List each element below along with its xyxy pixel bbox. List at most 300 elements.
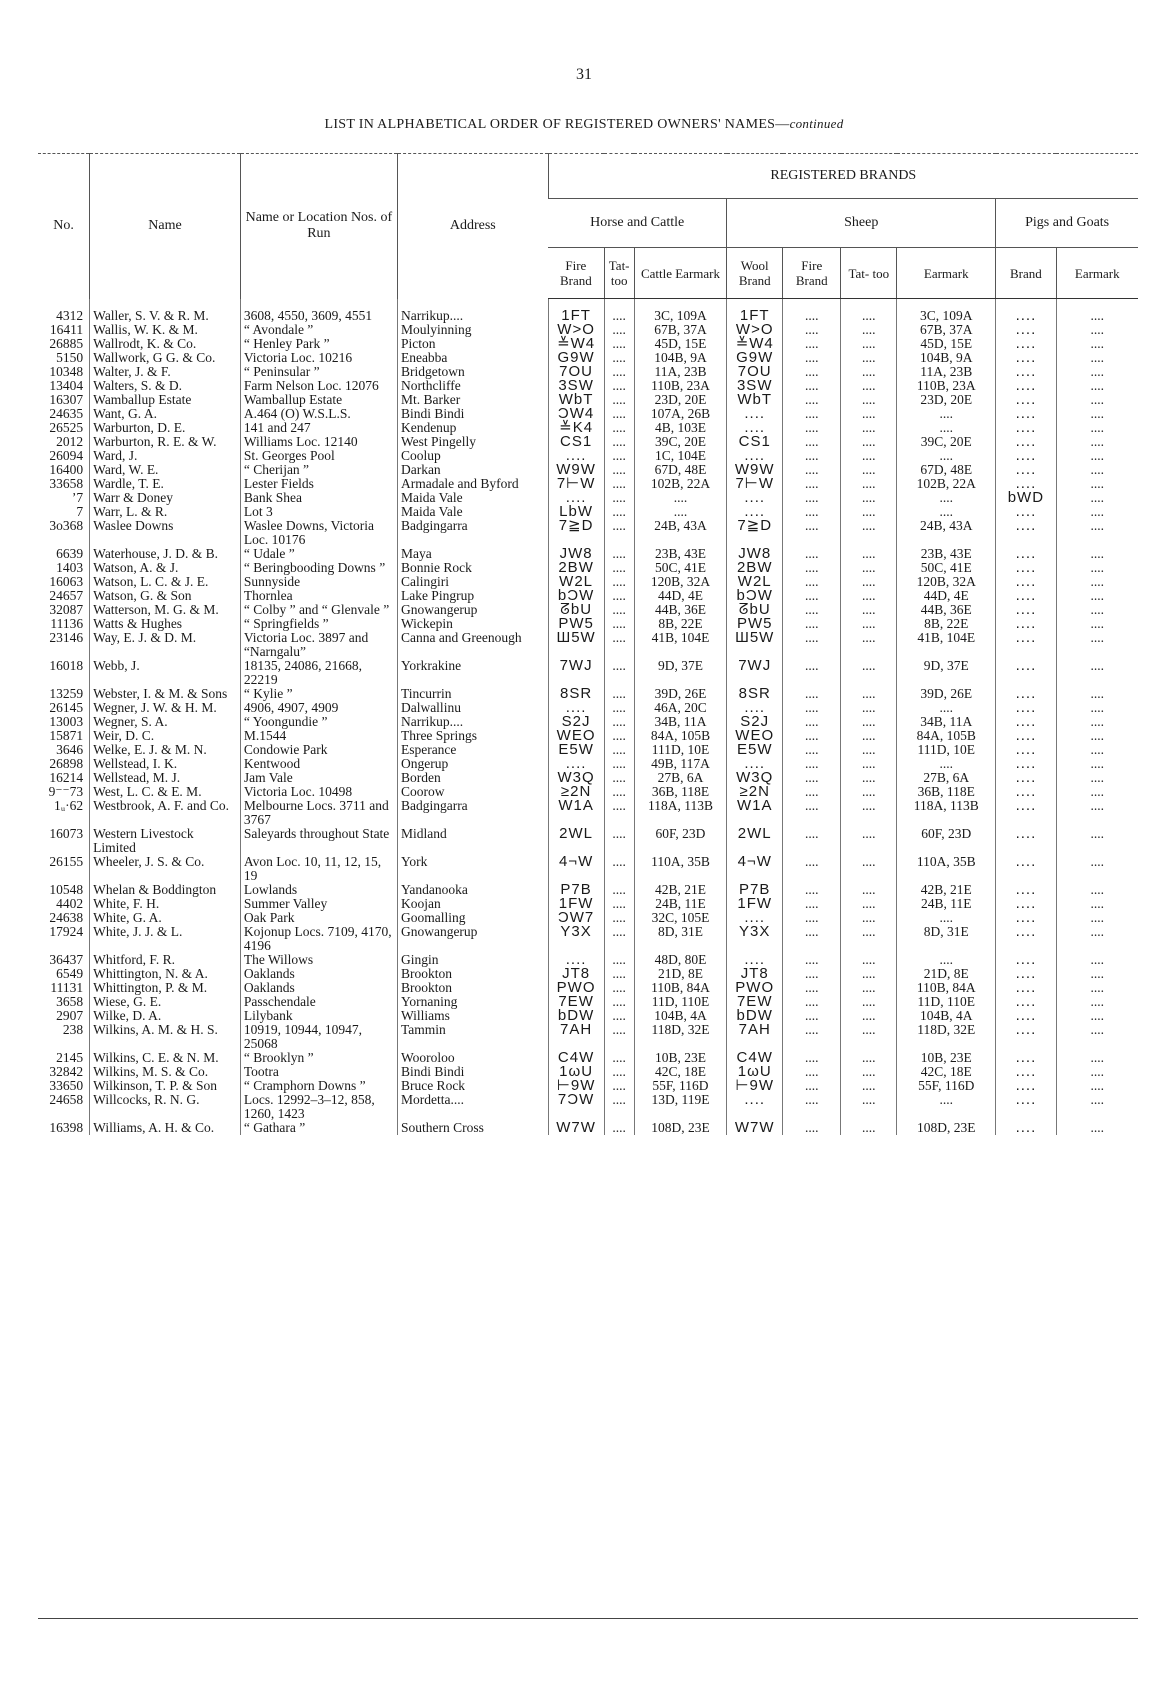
cattle-tattoo: .... bbox=[604, 1121, 634, 1135]
cattle-fire-brand: 2WL bbox=[548, 827, 604, 855]
cattle-fire-brand: 1ωU bbox=[548, 1065, 604, 1079]
cattle-earmark: .... bbox=[634, 505, 727, 519]
cattle-fire-brand: S2J bbox=[548, 715, 604, 729]
cattle-fire-brand: .... bbox=[548, 757, 604, 771]
cattle-tattoo: .... bbox=[604, 631, 634, 659]
sheep-fire-brand: .... bbox=[783, 1023, 841, 1051]
cattle-fire-brand: Y3X bbox=[548, 925, 604, 953]
wool-brand: 7EW bbox=[727, 995, 783, 1009]
wool-brand: 1FW bbox=[727, 897, 783, 911]
owner-address: Southern Cross bbox=[397, 1121, 548, 1135]
owner-name: Wegner, S. A. bbox=[90, 715, 241, 729]
sheep-fire-brand: .... bbox=[783, 299, 841, 324]
pig-brand: bWD bbox=[996, 491, 1056, 505]
run-location: “ Henley Park ” bbox=[240, 337, 397, 351]
sheep-tattoo: .... bbox=[841, 981, 897, 995]
pig-brand: .... bbox=[996, 589, 1056, 603]
owner-name: Whittington, P. & M. bbox=[90, 981, 241, 995]
pig-brand: .... bbox=[996, 659, 1056, 687]
sheep-tattoo: .... bbox=[841, 575, 897, 589]
sheep-earmark: .... bbox=[897, 491, 996, 505]
sheep-fire-brand: .... bbox=[783, 827, 841, 855]
entry-number: 16411 bbox=[49, 322, 84, 337]
cattle-earmark: 39D, 26E bbox=[634, 687, 727, 701]
sheep-earmark: 21D, 8E bbox=[897, 967, 996, 981]
sheep-fire-brand: .... bbox=[783, 379, 841, 393]
owner-address: Borden bbox=[397, 771, 548, 785]
sheep-fire-brand: .... bbox=[783, 701, 841, 715]
cattle-earmark: 13D, 119E bbox=[634, 1093, 727, 1121]
sheep-earmark: 110B, 84A bbox=[897, 981, 996, 995]
sheep-fire-brand: .... bbox=[783, 799, 841, 827]
owner-name: Walter, J. & F. bbox=[90, 365, 241, 379]
sheep-fire-brand: .... bbox=[783, 365, 841, 379]
pig-earmark: .... bbox=[1056, 491, 1138, 505]
sheep-fire-brand: .... bbox=[783, 743, 841, 757]
cattle-earmark: 118A, 113B bbox=[634, 799, 727, 827]
pig-earmark: .... bbox=[1056, 757, 1138, 771]
run-location: 18135, 24086, 21668, 22219 bbox=[240, 659, 397, 687]
pig-brand: .... bbox=[996, 995, 1056, 1009]
sheep-tattoo: .... bbox=[841, 883, 897, 897]
run-location: Victoria Loc. 10498 bbox=[240, 785, 397, 799]
cattle-fire-brand: C4W bbox=[548, 1051, 604, 1065]
pig-brand: .... bbox=[996, 799, 1056, 827]
cattle-tattoo: .... bbox=[604, 589, 634, 603]
pig-brand: .... bbox=[996, 505, 1056, 519]
pig-brand: .... bbox=[996, 477, 1056, 491]
run-location: St. Georges Pool bbox=[240, 449, 397, 463]
pig-brand: .... bbox=[996, 631, 1056, 659]
wool-brand: 7WJ bbox=[727, 659, 783, 687]
owner-name: Willcocks, R. N. G. bbox=[90, 1093, 241, 1121]
cattle-fire-brand: .... bbox=[548, 701, 604, 715]
wool-brand: 2BW bbox=[727, 561, 783, 575]
sheep-tattoo: .... bbox=[841, 449, 897, 463]
cattle-earmark: 44B, 36E bbox=[634, 603, 727, 617]
pig-earmark: .... bbox=[1056, 883, 1138, 897]
table-row bbox=[38, 1093, 1138, 1121]
owner-address: Yornaning bbox=[397, 995, 548, 1009]
sheep-fire-brand: .... bbox=[783, 449, 841, 463]
sheep-fire-brand: .... bbox=[783, 463, 841, 477]
run-location: Oak Park bbox=[240, 911, 397, 925]
entry-number: 5150 bbox=[56, 350, 84, 365]
bottom-rule bbox=[38, 1618, 1138, 1619]
sheep-earmark: 84A, 105B bbox=[897, 729, 996, 743]
owner-name: Wiese, G. E. bbox=[90, 995, 241, 1009]
entry-number: 24635 bbox=[49, 406, 84, 421]
sheep-header: Sheep bbox=[727, 199, 996, 248]
sheep-earmark: 120B, 32A bbox=[897, 575, 996, 589]
owner-address: Ongerup bbox=[397, 757, 548, 771]
sheep-fire-brand: .... bbox=[783, 911, 841, 925]
owner-address: Koojan bbox=[397, 897, 548, 911]
owner-address: Brookton bbox=[397, 981, 548, 995]
cattle-tattoo: .... bbox=[604, 505, 634, 519]
entry-number: 16073 bbox=[49, 826, 84, 841]
sheep-tattoo: .... bbox=[841, 617, 897, 631]
cattle-tattoo: .... bbox=[604, 659, 634, 687]
sheep-tattoo: .... bbox=[841, 827, 897, 855]
entry-number: 6549 bbox=[56, 966, 84, 981]
cattle-earmark: 45D, 15E bbox=[634, 337, 727, 351]
cattle-tattoo: .... bbox=[604, 407, 634, 421]
sheep-tattoo: .... bbox=[841, 351, 897, 365]
cattle-earmark: 21D, 8E bbox=[634, 967, 727, 981]
run-location: Passchendale bbox=[240, 995, 397, 1009]
entry-number: 3646 bbox=[56, 742, 84, 757]
wool-brand: PWO bbox=[727, 981, 783, 995]
wool-brand: 1ωU bbox=[727, 1065, 783, 1079]
owner-address: Bindi Bindi bbox=[397, 407, 548, 421]
entry-number: 16063 bbox=[49, 574, 84, 589]
cattle-tattoo: .... bbox=[604, 715, 634, 729]
sheep-earmark: 111D, 10E bbox=[897, 743, 996, 757]
pig-brand: .... bbox=[996, 897, 1056, 911]
pig-earmark: .... bbox=[1056, 1079, 1138, 1093]
sheep-fire-brand: .... bbox=[783, 505, 841, 519]
owner-address: Gnowangerup bbox=[397, 925, 548, 953]
pig-earmark: .... bbox=[1056, 771, 1138, 785]
wool-brand: 3SW bbox=[727, 379, 783, 393]
run-location: “ Cramphorn Downs ” bbox=[240, 1079, 397, 1093]
cattle-fire-brand: W2L bbox=[548, 575, 604, 589]
cattle-fire-brand: 7EW bbox=[548, 995, 604, 1009]
pig-brand: .... bbox=[996, 547, 1056, 561]
cattle-earmark: 60F, 23D bbox=[634, 827, 727, 855]
sheep-tattoo: .... bbox=[841, 393, 897, 407]
cattle-tattoo: .... bbox=[604, 617, 634, 631]
cattle-tattoo: .... bbox=[604, 337, 634, 351]
sheep-tattoo: .... bbox=[841, 463, 897, 477]
cattle-tattoo: .... bbox=[604, 981, 634, 995]
sheep-earmark: 44D, 4E bbox=[897, 589, 996, 603]
sheep-earmark: 50C, 41E bbox=[897, 561, 996, 575]
owner-name: Whitford, F. R. bbox=[90, 953, 241, 967]
sheep-fire-brand: .... bbox=[783, 995, 841, 1009]
sheep-earmark: 104B, 9A bbox=[897, 351, 996, 365]
owner-name: Want, G. A. bbox=[90, 407, 241, 421]
sheep-tattoo: .... bbox=[841, 911, 897, 925]
sheep-fire-brand: .... bbox=[783, 519, 841, 547]
run-location: Kentwood bbox=[240, 757, 397, 771]
wool-brand: .... bbox=[727, 701, 783, 715]
owner-name: Wellstead, I. K. bbox=[90, 757, 241, 771]
sheep-tattoo: .... bbox=[841, 953, 897, 967]
sheep-earmark: 10B, 23E bbox=[897, 1051, 996, 1065]
wool-brand: ᘔbU bbox=[727, 603, 783, 617]
pig-earmark: .... bbox=[1056, 393, 1138, 407]
run-location: Kojonup Locs. 7109, 4170, 4196 bbox=[240, 925, 397, 953]
cattle-fire-brand: W7W bbox=[548, 1121, 604, 1135]
pig-brand: .... bbox=[996, 1065, 1056, 1079]
pig-brand: .... bbox=[996, 463, 1056, 477]
entry-number: ’7 bbox=[71, 490, 84, 505]
entry-number: 10348 bbox=[49, 364, 84, 379]
owner-address: Maida Vale bbox=[397, 505, 548, 519]
entry-number: 1403 bbox=[56, 560, 84, 575]
run-location: Waslee Downs, Victoria Loc. 10176 bbox=[240, 519, 397, 547]
cattle-tattoo: .... bbox=[604, 1023, 634, 1051]
sheep-tattoo: .... bbox=[841, 1009, 897, 1023]
pig-earmark: .... bbox=[1056, 365, 1138, 379]
cattle-fire-brand: PWO bbox=[548, 981, 604, 995]
cattle-fire-brand: G9W bbox=[548, 351, 604, 365]
pig-earmark: .... bbox=[1056, 799, 1138, 827]
sheep-earmark: .... bbox=[897, 449, 996, 463]
col-location-header: Name or Location Nos. of Run bbox=[240, 154, 397, 299]
heading-text: LIST IN ALPHABETICAL ORDER OF REGISTERED OWNERS' NAMES— bbox=[324, 117, 790, 132]
sheep-earmark: 104B, 4A bbox=[897, 1009, 996, 1023]
wool-brand: .... bbox=[727, 757, 783, 771]
sheep-tattoo: .... bbox=[841, 1065, 897, 1079]
cattle-tattoo: .... bbox=[604, 953, 634, 967]
cattle-tattoo: .... bbox=[604, 687, 634, 701]
cattle-earmark: 23B, 43E bbox=[634, 547, 727, 561]
sheep-fire-brand: .... bbox=[783, 407, 841, 421]
wool-brand: W7W bbox=[727, 1121, 783, 1135]
run-location: 4906, 4907, 4909 bbox=[240, 701, 397, 715]
sheep-earmark: .... bbox=[897, 1093, 996, 1121]
sheep-fire-brand: .... bbox=[783, 659, 841, 687]
sheep-fire-brand: .... bbox=[783, 337, 841, 351]
entry-number: 24658 bbox=[49, 1092, 84, 1107]
run-location: Condowie Park bbox=[240, 743, 397, 757]
run-location: Saleyards throughout State bbox=[240, 827, 397, 855]
cattle-fire-brand: 7OU bbox=[548, 365, 604, 379]
owner-address: Three Springs bbox=[397, 729, 548, 743]
cattle-tattoo: .... bbox=[604, 575, 634, 589]
cattle-tattoo: .... bbox=[604, 1051, 634, 1065]
horse-cattle-header: Horse and Cattle bbox=[548, 199, 727, 248]
owner-address: Eneabba bbox=[397, 351, 548, 365]
run-location: “ Yoongundie ” bbox=[240, 715, 397, 729]
registered-brands-header: REGISTERED BRANDS bbox=[548, 154, 1138, 199]
sheep-earmark: 36B, 118E bbox=[897, 785, 996, 799]
sheep-fire-brand: .... bbox=[783, 547, 841, 561]
entry-number: 26145 bbox=[49, 700, 84, 715]
sheep-tattoo: .... bbox=[841, 659, 897, 687]
sheep-tattoo: .... bbox=[841, 435, 897, 449]
pig-earmark: .... bbox=[1056, 575, 1138, 589]
cattle-earmark: 4B, 103E bbox=[634, 421, 727, 435]
cattle-earmark: 111D, 10E bbox=[634, 743, 727, 757]
cattle-tattoo: .... bbox=[604, 449, 634, 463]
owner-address: Yorkrakine bbox=[397, 659, 548, 687]
sheep-fire-brand: .... bbox=[783, 1051, 841, 1065]
owner-name: Webb, J. bbox=[90, 659, 241, 687]
entry-number: 32087 bbox=[49, 602, 84, 617]
cattle-fire-brand: bƆW bbox=[548, 589, 604, 603]
owner-address: Wooroloo bbox=[397, 1051, 548, 1065]
pig-earmark: .... bbox=[1056, 729, 1138, 743]
run-location: “ Brooklyn ” bbox=[240, 1051, 397, 1065]
pig-brand: .... bbox=[996, 561, 1056, 575]
owner-address: Bridgetown bbox=[397, 365, 548, 379]
sheep-fire-brand: .... bbox=[783, 785, 841, 799]
cattle-fire-brand: 7≧D bbox=[548, 519, 604, 547]
run-location: 10919, 10944, 10947, 25068 bbox=[240, 1023, 397, 1051]
pig-brand: .... bbox=[996, 925, 1056, 953]
heading-continued: continued bbox=[789, 116, 844, 131]
sheep-earmark: 24B, 43A bbox=[897, 519, 996, 547]
cattle-fire-brand: P7B bbox=[548, 883, 604, 897]
cattle-earmark: 10B, 23E bbox=[634, 1051, 727, 1065]
owner-address: Kendenup bbox=[397, 421, 548, 435]
wool-brand: 7⊢W bbox=[727, 477, 783, 491]
cattle-earmark: 23D, 20E bbox=[634, 393, 727, 407]
pig-earmark: .... bbox=[1056, 617, 1138, 631]
entry-number: 24657 bbox=[49, 588, 84, 603]
pigs-goats-header: Pigs and Goats bbox=[996, 199, 1138, 248]
cattle-tattoo: .... bbox=[604, 547, 634, 561]
pig-brand: .... bbox=[996, 617, 1056, 631]
pig-earmark: .... bbox=[1056, 659, 1138, 687]
cattle-fire-brand: Ш5W bbox=[548, 631, 604, 659]
cattle-fire-brand: ᘔbU bbox=[548, 603, 604, 617]
cattle-tattoo: .... bbox=[604, 1065, 634, 1079]
pig-brand: .... bbox=[996, 911, 1056, 925]
entry-number: 16400 bbox=[49, 462, 84, 477]
pig-brand: .... bbox=[996, 1079, 1056, 1093]
sheep-tattoo: .... bbox=[841, 505, 897, 519]
cattle-earmark: 104B, 9A bbox=[634, 351, 727, 365]
wool-brand: W2L bbox=[727, 575, 783, 589]
pig-earmark: .... bbox=[1056, 1121, 1138, 1135]
cattle-earmark: 107A, 26B bbox=[634, 407, 727, 421]
wool-brand: bƆW bbox=[727, 589, 783, 603]
cattle-earmark: 8D, 31E bbox=[634, 925, 727, 953]
sheep-earmark: 110B, 23A bbox=[897, 379, 996, 393]
sheep-tattoo: .... bbox=[841, 491, 897, 505]
sheep-tattoo-header: Tat- too bbox=[841, 248, 897, 299]
sheep-earmark: .... bbox=[897, 701, 996, 715]
cattle-tattoo: .... bbox=[604, 883, 634, 897]
pig-brand: .... bbox=[996, 407, 1056, 421]
sheep-earmark: 42C, 18E bbox=[897, 1065, 996, 1079]
owner-address: Yandanooka bbox=[397, 883, 548, 897]
sheep-earmark: 44B, 36E bbox=[897, 603, 996, 617]
owner-address: Narrikup.... bbox=[397, 715, 548, 729]
sheep-earmark: 27B, 6A bbox=[897, 771, 996, 785]
sheep-earmark: 3C, 109A bbox=[897, 299, 996, 324]
pig-brand: .... bbox=[996, 603, 1056, 617]
owner-address: Williams bbox=[397, 1009, 548, 1023]
owner-name: Wilkins, A. M. & H. S. bbox=[90, 1023, 241, 1051]
sheep-fire-brand: .... bbox=[783, 603, 841, 617]
wool-brand: .... bbox=[727, 911, 783, 925]
owner-address: Canna and Greenough bbox=[397, 631, 548, 659]
sheep-earmark: 11D, 110E bbox=[897, 995, 996, 1009]
sheep-tattoo: .... bbox=[841, 299, 897, 324]
sheep-earmark: 55F, 116D bbox=[897, 1079, 996, 1093]
sheep-tattoo: .... bbox=[841, 1079, 897, 1093]
sheep-tattoo: .... bbox=[841, 967, 897, 981]
entry-number: 2907 bbox=[56, 1008, 84, 1023]
owner-address: Brookton bbox=[397, 967, 548, 981]
sheep-tattoo: .... bbox=[841, 785, 897, 799]
sheep-earmark: 67B, 37A bbox=[897, 323, 996, 337]
sheep-tattoo: .... bbox=[841, 771, 897, 785]
owner-name: Ward, J. bbox=[90, 449, 241, 463]
owner-name: Welke, E. J. & M. N. bbox=[90, 743, 241, 757]
sheep-earmark: 118A, 113B bbox=[897, 799, 996, 827]
pig-brand: .... bbox=[996, 365, 1056, 379]
wool-brand: W>O bbox=[727, 323, 783, 337]
owner-address: Midland bbox=[397, 827, 548, 855]
cattle-earmark: 67B, 37A bbox=[634, 323, 727, 337]
table-row bbox=[38, 435, 1138, 449]
table-row bbox=[38, 519, 1138, 547]
owner-name: Whittington, N. & A. bbox=[90, 967, 241, 981]
sheep-earmark: .... bbox=[897, 421, 996, 435]
pig-brand: .... bbox=[996, 981, 1056, 995]
sheep-fire-brand: .... bbox=[783, 1079, 841, 1093]
cattle-earmark: 1C, 104E bbox=[634, 449, 727, 463]
owner-address: Moulyinning bbox=[397, 323, 548, 337]
sheep-tattoo: .... bbox=[841, 547, 897, 561]
pig-brand: .... bbox=[996, 337, 1056, 351]
owner-address: Coolup bbox=[397, 449, 548, 463]
cattle-tattoo: .... bbox=[604, 379, 634, 393]
sheep-tattoo: .... bbox=[841, 421, 897, 435]
cattle-fire-brand: 7AH bbox=[548, 1023, 604, 1051]
registered-brands-table bbox=[38, 153, 1138, 1135]
owner-name: Watterson, M. G. & M. bbox=[90, 603, 241, 617]
wool-brand: 2WL bbox=[727, 827, 783, 855]
entry-number: 26898 bbox=[49, 756, 84, 771]
entry-number: 10548 bbox=[49, 882, 84, 897]
cattle-tattoo: .... bbox=[604, 701, 634, 715]
sheep-tattoo: .... bbox=[841, 855, 897, 883]
pig-earmark: .... bbox=[1056, 407, 1138, 421]
sheep-earmark: 45D, 15E bbox=[897, 337, 996, 351]
sheep-earmark-header: Earmark bbox=[897, 248, 996, 299]
cattle-fire-brand: .... bbox=[548, 491, 604, 505]
pig-brand: .... bbox=[996, 1009, 1056, 1023]
sheep-tattoo: .... bbox=[841, 743, 897, 757]
pig-earmark: .... bbox=[1056, 911, 1138, 925]
cattle-earmark: 8B, 22E bbox=[634, 617, 727, 631]
entry-number: 15871 bbox=[49, 728, 84, 743]
wool-brand: .... bbox=[727, 491, 783, 505]
owner-address: Coorow bbox=[397, 785, 548, 799]
table-row bbox=[38, 855, 1138, 883]
table-header bbox=[38, 154, 1138, 299]
cattle-earmark: 34B, 11A bbox=[634, 715, 727, 729]
pig-earmark: .... bbox=[1056, 785, 1138, 799]
sheep-tattoo: .... bbox=[841, 477, 897, 491]
cattle-fire-brand: W9W bbox=[548, 463, 604, 477]
sheep-fire-brand: .... bbox=[783, 1093, 841, 1121]
owner-name: Watson, A. & J. bbox=[90, 561, 241, 575]
sheep-earmark: 102B, 22A bbox=[897, 477, 996, 491]
owner-address: Dalwallinu bbox=[397, 701, 548, 715]
owner-name: Wilkins, M. S. & Co. bbox=[90, 1065, 241, 1079]
entry-number: 26094 bbox=[49, 448, 84, 463]
sheep-earmark: .... bbox=[897, 953, 996, 967]
run-location: “ Colby ” and “ Glenvale ” bbox=[240, 603, 397, 617]
sheep-tattoo: .... bbox=[841, 1093, 897, 1121]
sheep-fire-brand: .... bbox=[783, 981, 841, 995]
cattle-fire-brand: 1FT bbox=[548, 299, 604, 324]
pig-brand: .... bbox=[996, 771, 1056, 785]
run-location: “ Gathara ” bbox=[240, 1121, 397, 1135]
cattle-fire-brand: bDW bbox=[548, 1009, 604, 1023]
cattle-tattoo: .... bbox=[604, 463, 634, 477]
wool-brand: E5W bbox=[727, 743, 783, 757]
